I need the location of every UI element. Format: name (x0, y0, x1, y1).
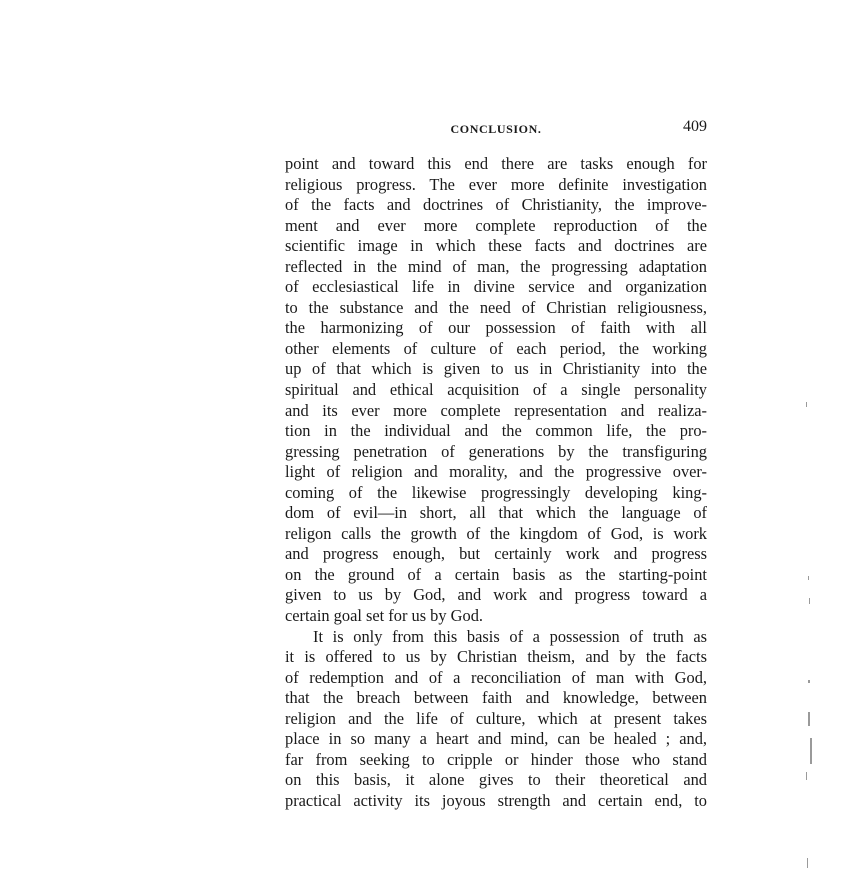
scan-artifact (806, 772, 807, 780)
scan-artifact (808, 712, 810, 726)
text-line: it is offered to us by Christian theism, and by the facts (285, 647, 707, 667)
text-line: light of religion and morality, and the progressive over- (285, 462, 707, 482)
text-line: dom of evil—in short, all that which the language of (285, 503, 707, 523)
scan-artifact (808, 680, 810, 683)
page-number: 409 (683, 118, 707, 135)
text-line: religon calls the growth of the kingdom of God, is work (285, 523, 707, 543)
scan-artifact (809, 598, 810, 604)
text-line: scientific image in which these facts and doctrines are (285, 236, 707, 256)
text-line: and progress enough, but certainly work and progress (285, 544, 707, 564)
scan-artifact (808, 576, 809, 580)
text-line: religion and the life of culture, which at present takes (285, 708, 707, 728)
text-line: ment and ever more complete reproduction of the (285, 215, 707, 235)
text-line: to the substance and the need of Christian religiousness, (285, 297, 707, 317)
text-line: place in so many a heart and mind, can be healed ; and, (285, 729, 707, 749)
text-line: gressing penetration of generations by the transfiguring (285, 441, 707, 461)
text-line-paragraph-start: It is only from this basis of a possession of truth as (313, 626, 707, 646)
text-line: given to us by God, and work and progress toward a (285, 585, 707, 605)
text-line: spiritual and ethical acquisition of a single personality (285, 380, 707, 400)
text-line: of redemption and of a reconciliation of man with God, (285, 667, 707, 687)
text-line: point and toward this end there are tasks enough for (285, 154, 707, 173)
text-line-paragraph-end: certain goal set for us by God. (285, 606, 484, 626)
text-line: other elements of culture of each period, the working (285, 338, 707, 358)
text-line: of the facts and doctrines of Christianity, the improve- (285, 195, 707, 215)
text-line: coming of the likewise progressingly developing king- (285, 482, 707, 502)
body-text (285, 154, 707, 812)
running-head (285, 118, 707, 142)
text-line: tion in the individual and the common life, the pro- (285, 421, 707, 441)
text-line: up of that which is given to us in Christianity into the (285, 359, 707, 379)
text-line: that the breach between faith and knowledge, between (285, 688, 707, 708)
text-line: on this basis, it alone gives to their theoretical and (285, 770, 707, 790)
text-line: far from seeking to cripple or hinder those who stand (285, 749, 707, 769)
text-line: on the ground of a certain basis as the starting-point (285, 564, 707, 584)
text-line: practical activity its joyous strength and certain end, to (285, 790, 707, 810)
scan-artifact (807, 858, 808, 868)
running-title: CONCLUSION. (450, 122, 542, 136)
text-line: the harmonizing of our possession of faith with all (285, 318, 707, 338)
text-line: of ecclesiastical life in divine service and organization (285, 277, 707, 297)
text-line: religious progress. The ever more definite investigation (285, 174, 707, 194)
scan-artifact (810, 738, 812, 764)
scan-artifact (806, 402, 807, 407)
text-line: reflected in the mind of man, the progressing adaptation (285, 256, 707, 276)
text-line: and its ever more complete representation and realiza- (285, 400, 707, 420)
